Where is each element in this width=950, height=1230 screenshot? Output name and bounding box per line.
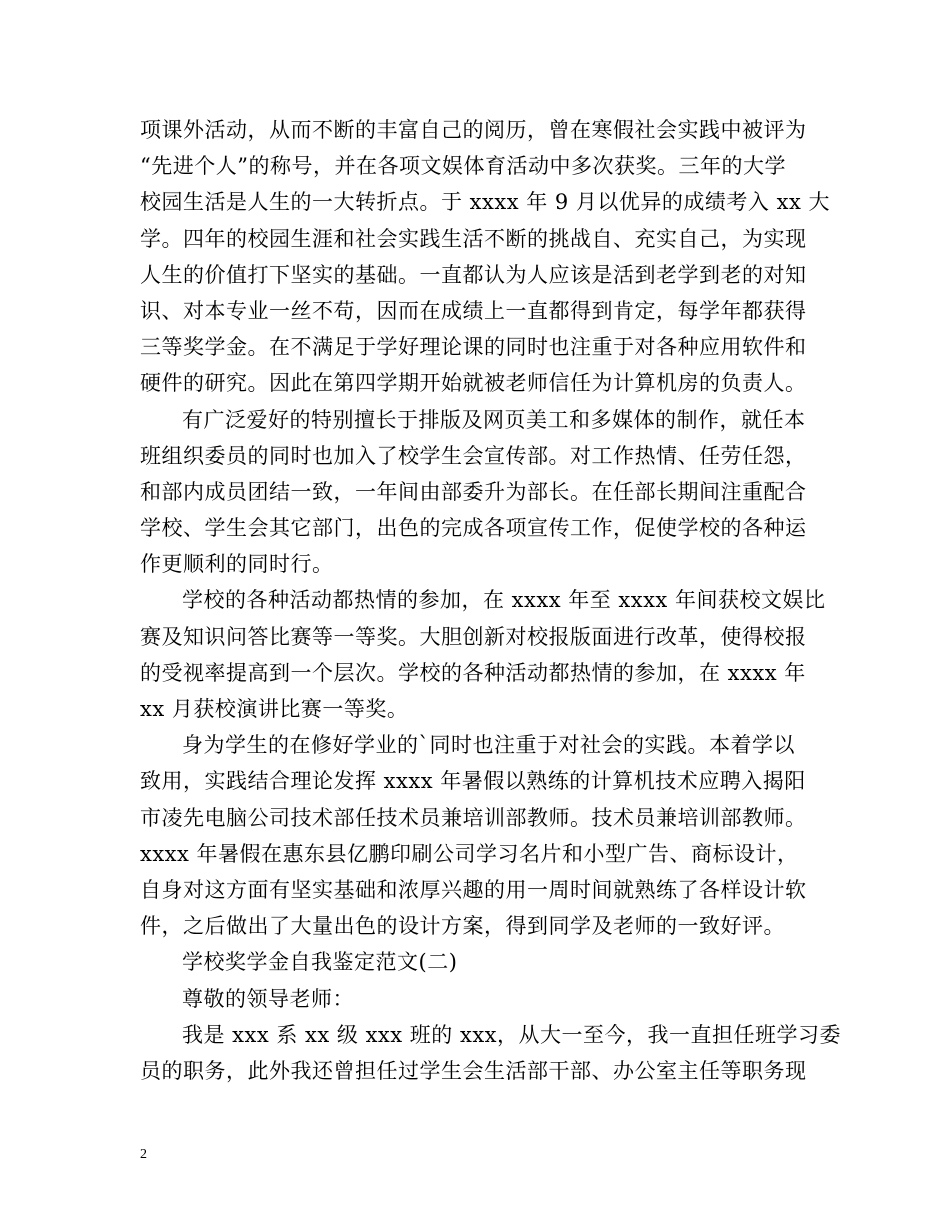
text-line: 人生的价值打下坚实的基础。一直都认为人应该是活到老学到老的对知: [140, 262, 807, 287]
text-line: 的受视率提高到一个层次。学校的各种活动都热情的参加，在 xxxx 年: [140, 660, 806, 685]
text-line: 件，之后做出了大量出色的设计方案，得到同学及老师的一致好评。: [140, 914, 785, 939]
text-line: 员的职务，此外我还曾担任过学生会生活部干部、办公室主任等职务现: [140, 1058, 807, 1083]
page-number: 2: [140, 1147, 147, 1162]
text-line: 赛及知识问答比赛等一等奖。大胆创新对校报版面进行改革，使得校报: [140, 624, 807, 649]
text-line: 和部内成员团结一致，一年间由部委升为部长。在任部长期间注重配合: [140, 479, 807, 504]
text-line: 致用，实践结合理论发挥 xxxx 年暑假以熟练的计算机技术应聘入揭阳: [140, 769, 806, 794]
text-line: 尊敬的领导老师：: [182, 986, 354, 1011]
text-line: “先进个人”的称号，并在各项文娱体育活动中多次获奖。三年的大学: [140, 154, 786, 179]
text-line: 学校、学生会其它部门，出色的完成各项宣传工作，促使学校的各种运: [140, 516, 807, 541]
text-line: 三等奖学金。在不满足于学好理论课的同时也注重于对各种应用软件和: [140, 335, 807, 360]
text-line: 市凌先电脑公司技术部任技术员兼培训部教师。技术员兼培训部教师。: [140, 805, 807, 830]
text-line: xxxx 年暑假在惠东县亿鹏印刷公司学习名片和小型广告、商标设计，: [140, 841, 799, 866]
text-line: 项课外活动，从而不断的丰富自己的阅历，曾在寒假社会实践中被评为: [140, 118, 807, 142]
text-line: 班组织委员的同时也加入了校学生会宣传部。对工作热情、任劳任怨，: [140, 443, 807, 468]
text-line: 学校的各种活动都热情的参加，在 xxxx 年至 xxxx 年间获校文娱比: [182, 588, 826, 613]
text-line: 学。四年的校园生涯和社会实践生活不断的挑战自、充实自己，为实现: [140, 226, 807, 251]
text-line: xx 月获校演讲比赛一等奖。: [140, 697, 409, 721]
text-line: 自身对这方面有坚实基础和浓厚兴趣的用一周时间就熟练了各样设计软: [140, 877, 807, 902]
text-line: 学校奖学金自我鉴定范文(二): [182, 950, 458, 975]
text-line: 校园生活是人生的一大转折点。于 xxxx 年 9 月以优异的成绩考入 xx 大: [140, 190, 830, 215]
text-line: 硬件的研究。因此在第四学期开始就被老师信任为计算机房的负责人。: [140, 371, 807, 396]
document-body: [140, 112, 842, 1089]
text-line: 识、对本专业一丝不苟，因而在成绩上一直都得到肯定，每学年都获得: [140, 298, 807, 323]
text-line: 有广泛爱好的特别擅长于排版及网页美工和多媒体的制作，就任本: [182, 407, 806, 432]
text-line: 我是 xxx 系 xx 级 xxx 班的 xxx，从大一至今，我一直担任班学习委: [182, 1022, 842, 1047]
text-line: 作更顺利的同时行。: [140, 552, 334, 577]
text-line: 身为学生的在修好学业的`同时也注重于对社会的实践。本着学以: [182, 733, 795, 758]
